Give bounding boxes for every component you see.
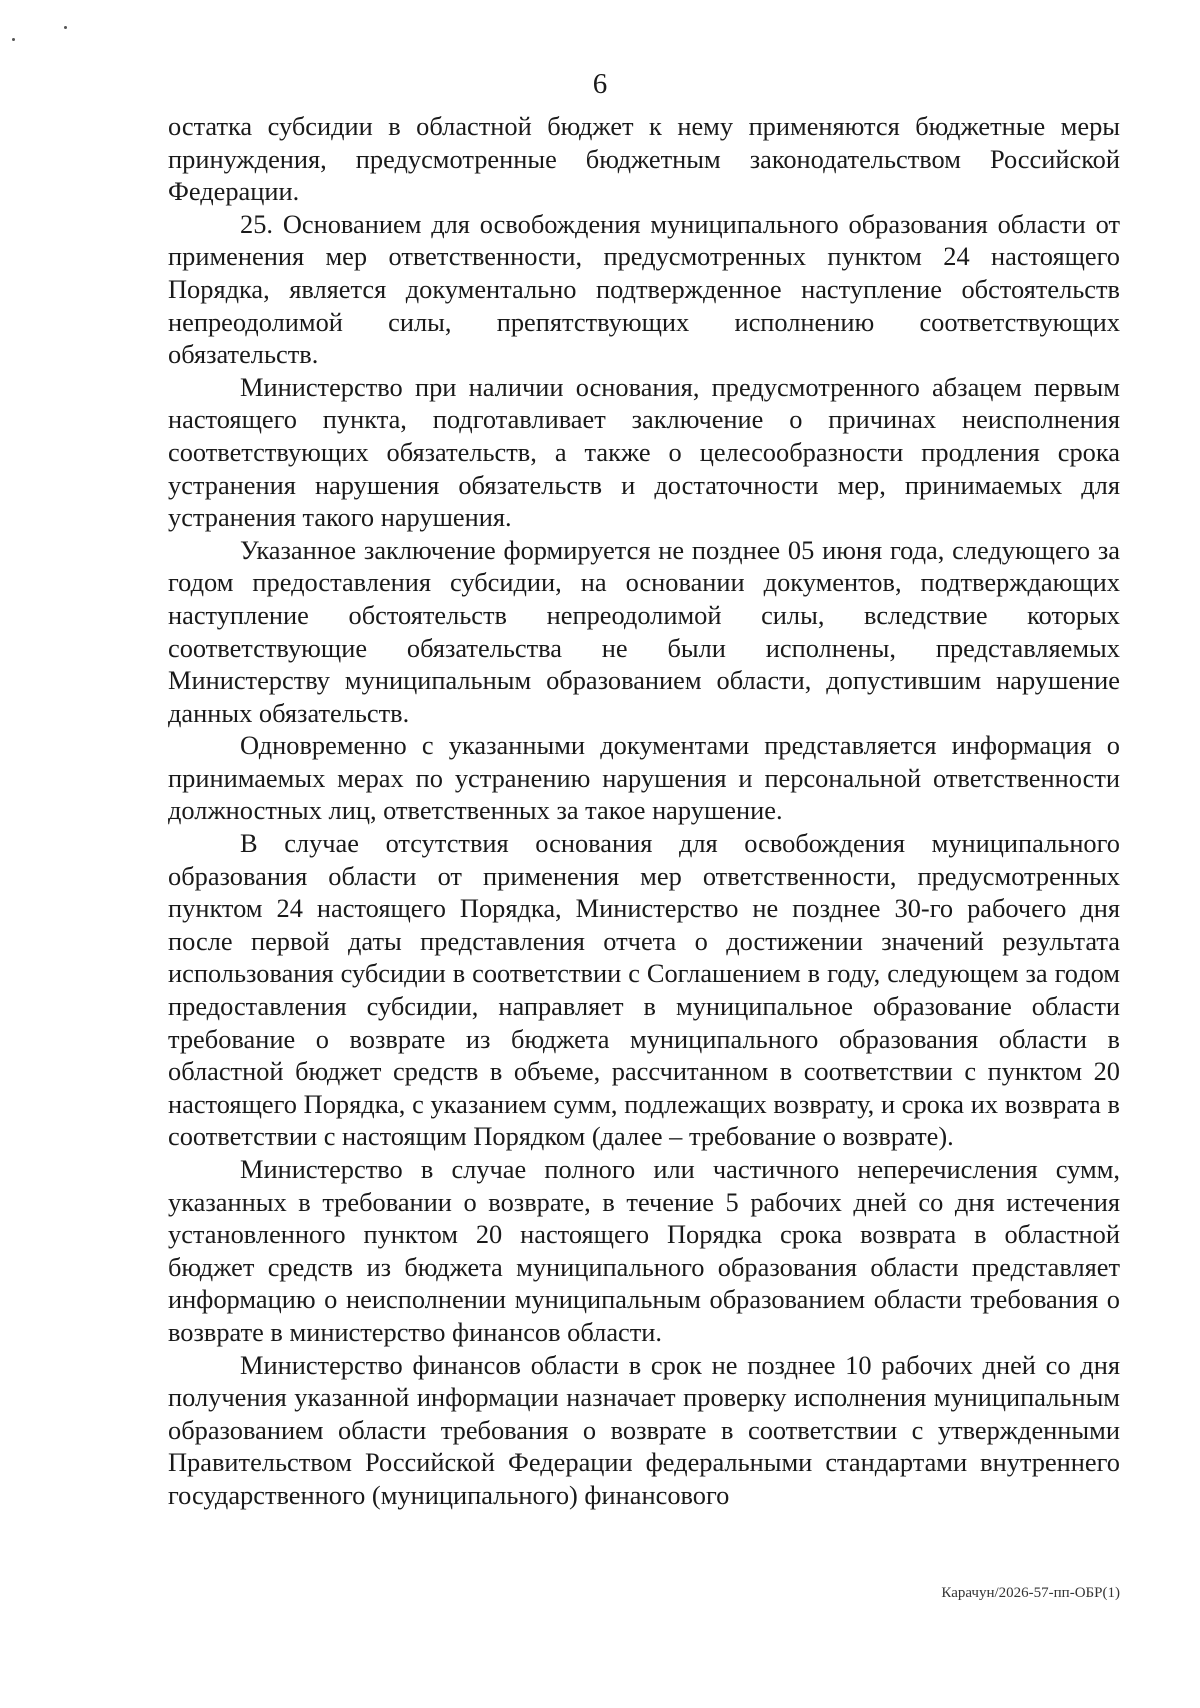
document-registration-code: Карачун/2026-57-пп-ОБР(1) [941, 1585, 1120, 1601]
page-number: 6 [592, 68, 608, 100]
document-body [168, 110, 1120, 1512]
paragraph: Одновременно с указанными документами представляется информация о принимаемых мерах по устранению нарушения и персональной ответственности должностных лиц, ответственных за такое нарушение. [168, 730, 1120, 826]
paragraph: 25. Основанием для освобождения муниципального образования области от применения мер ответственности, предусмотренных пунктом 24 настоящего Порядка, является документально подтвержденное наступление обстоятельств непреодолимой силы, препятствующих исполнению соответствующих обязательств. [168, 208, 1120, 370]
paragraph: В случае отсутствия основания для освобождения муниципального образования области от применения мер ответственности, предусмотренных пунктом 24 настоящего Порядка, Министерство не позднее 30-го рабочего дня после первой даты представления отчета о достижении значений результата использования субсидии в соответствии с Соглашением в году, следующем за годом предоставления субсидии, направляет в муниципальное образование области требование о возврате из бюджета муниципального образования области в областной бюджет средств в объеме, рассчитанном в соответствии с пунктом 20 настоящего Порядка, с указанием сумм, подлежащих возврату, и срока их возврата в соответствии с настоящим Порядком (далее – требование о возврате). [168, 828, 1120, 1152]
paragraph: Министерство финансов области в срок не позднее 10 рабочих дней со дня получения указанной информации назначает проверку исполнения муниципальным образованием области требования о возврате в соответствии с утвержденными Правительством Российской Федерации федеральными стандартами внутреннего государственного (муниципального) финансового [168, 1349, 1120, 1510]
paragraph: Министерство при наличии основания, предусмотренного абзацем первым настоящего пункта, подготавливает заключение о причинах неисполнения соответствующих обязательств, а также о целесообразности продления срока устранения нарушения обязательств и достаточности мер, принимаемых для устранения такого нарушения. [168, 371, 1120, 533]
paragraph: Министерство в случае полного или частичного неперечисления сумм, указанных в требовании о возврате, в течение 5 рабочих дней со дня истечения установленного пунктом 20 настоящего Порядка срока возврата в областной бюджет средств из бюджета муниципального образования области представляет информацию о неисполнении муниципальным образованием области требования о возврате в министерство финансов области. [168, 1154, 1120, 1347]
paragraph: остатка субсидии в областной бюджет к нему применяются бюджетные меры принуждения, предусмотренные бюджетным законодательством Российской Федерации. [168, 111, 1120, 207]
paragraph: Указанное заключение формируется не позднее 05 июня года, следующего за годом предоставления субсидии, на основании документов, подтверждающих наступление обстоятельств непреодолимой силы, вследствие которых соответствующие обязательства не были исполнены, представляемых Министерству муниципальным образованием области, допустившим нарушение данных обязательств. [168, 534, 1120, 728]
scan-speck [12, 38, 15, 41]
scan-speck [64, 26, 67, 29]
